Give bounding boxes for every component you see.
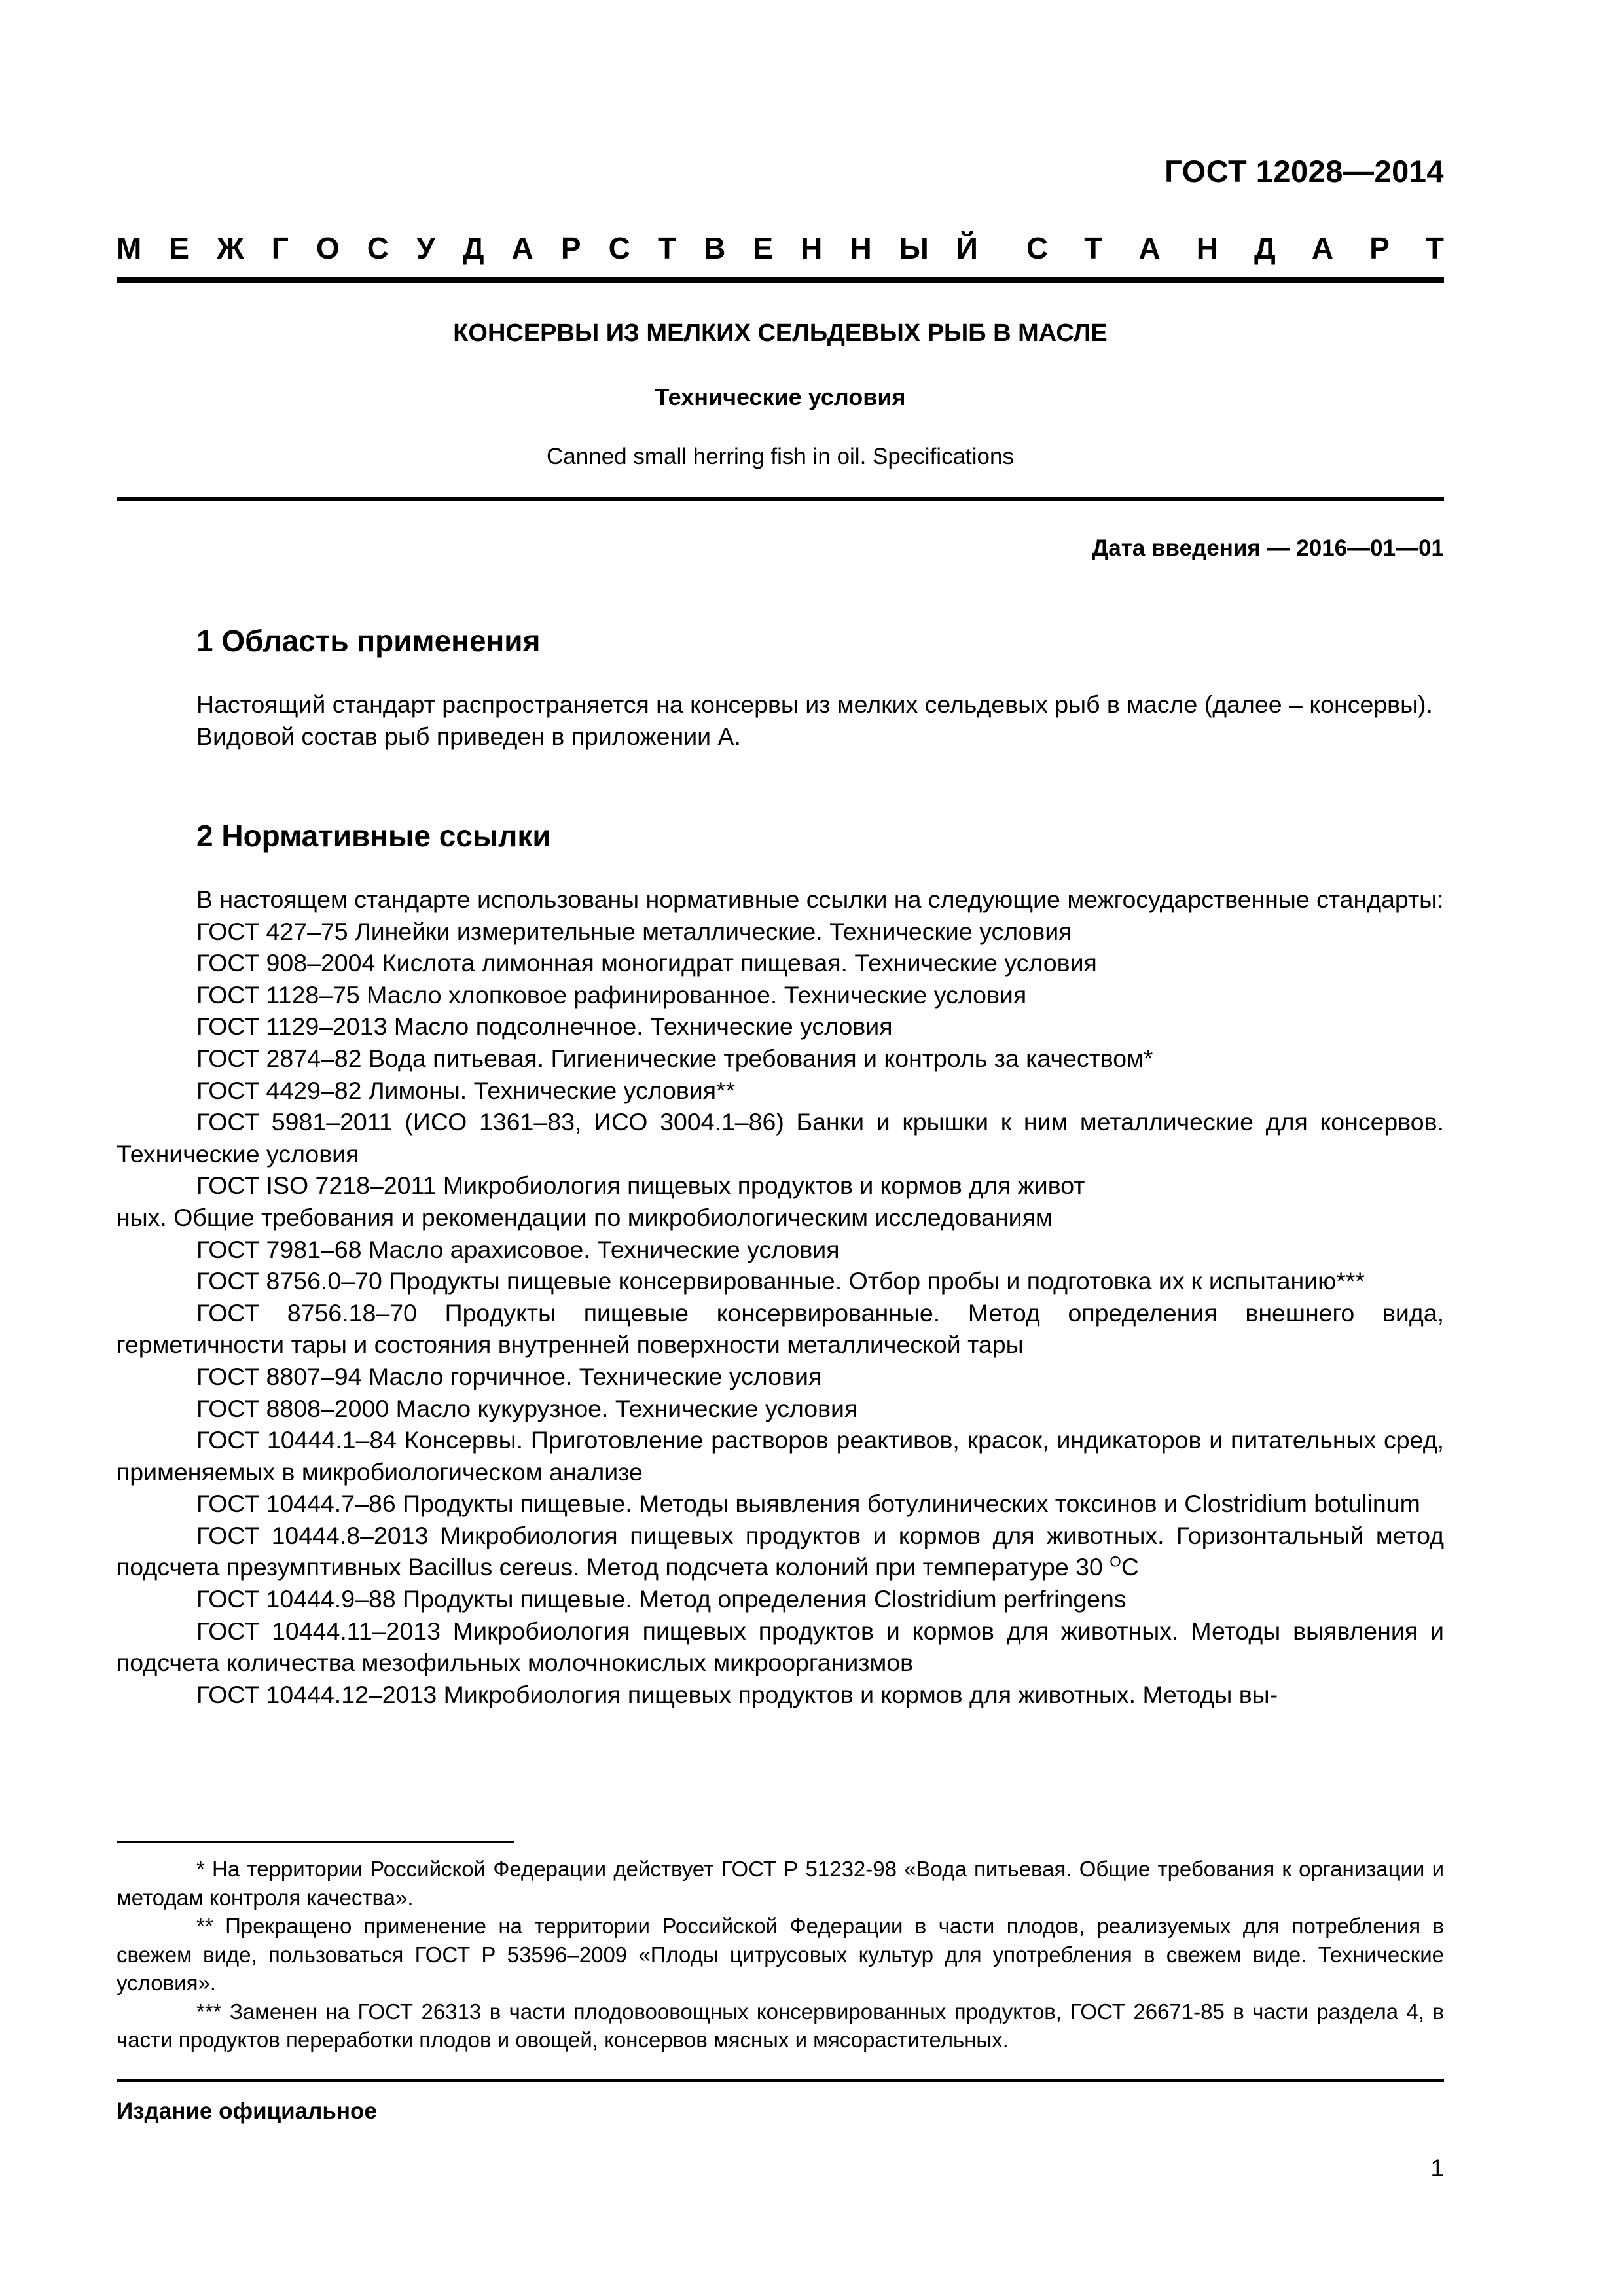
footer-rule (117, 2079, 1444, 2082)
reference-item: ГОСТ 427–75 Линейки измерительные металлические. Технические условия (196, 917, 1072, 945)
reference-item: ГОСТ 5981–2011 (ИСО 1361–83, ИСО 3004.1–86) Банки и крышки к ним металлические для консервов. Технические условия (117, 1108, 1444, 1168)
degree-superscript: O (1110, 1553, 1121, 1570)
reference-item-continuation: ных. Общие требования и рекомендации по микробиологическим исследованиям (117, 1203, 1053, 1231)
letter: Й (956, 231, 978, 265)
standard-code: ГОСТ 12028—2014 (1164, 154, 1444, 188)
letter: У (416, 231, 435, 265)
reference-item: ГОСТ ISO 7218–2011 Микробиология пищевых продуктов и кормов для живот (196, 1172, 1085, 1200)
letter: С (367, 231, 389, 265)
letter: Ж (217, 231, 244, 265)
section-2-body (117, 884, 1444, 1710)
letter: А (1311, 231, 1334, 265)
letter: С (608, 231, 630, 265)
reference-item: ГОСТ 1129–2013 Масло подсолнечное. Технические условия (196, 1013, 893, 1041)
letter: Е (169, 231, 190, 265)
reference-item: ГОСТ 8807–94 Масло горчичное. Технические условия (196, 1362, 822, 1390)
document-subtitle: Технические условия (655, 384, 906, 410)
letter: С (1026, 231, 1049, 265)
footnote: *** Заменен на ГОСТ 26313 в части плодовоовощных консервированных продуктов, ГОСТ 26671-85 в части раздела 4, в части продуктов переработки плодов и овощей, консервов мясных и мясорастительных. (117, 1999, 1444, 2052)
section-1-heading: 1 Область применения (196, 624, 541, 658)
reference-text: ГОСТ 10444.8–2013 Микробиология пищевых продуктов и кормов для животных. Горизонтальный метод подсчета презумптивных Bacillus cereus. Метод подсчета колоний при температуре 30 (117, 1521, 1444, 1581)
reference-item: ГОСТ 7981–68 Масло арахисовое. Технические условия (196, 1235, 840, 1263)
letter: Н (850, 231, 872, 265)
letter: Н (801, 231, 823, 265)
reference-item: ГОСТ 10444.1–84 Консервы. Приготовление растворов реактивов, красок, индикаторов и питательных сред, применяемых в микробиологическом анализе (117, 1426, 1444, 1486)
letter: М (117, 231, 142, 265)
title-rule (117, 497, 1444, 501)
reference-item: ГОСТ 1128–75 Масло хлопковое рафинированное. Технические условия (196, 980, 1027, 1009)
page-number: 1 (1430, 2155, 1444, 2181)
reference-item: ГОСТ 8756.18–70 Продукты пищевые консервированные. Метод определения внешнего вида, герметичности тары и состояния внутренней поверхности металлической тары (117, 1299, 1444, 1359)
footnote-separator (117, 1841, 514, 1843)
letter: Т (1425, 231, 1444, 265)
standard-word (1026, 230, 1444, 266)
letter: Т (1084, 231, 1103, 265)
footnotes (117, 1855, 1444, 2054)
english-title: Canned small herring fish in oil. Specifications (547, 444, 1014, 469)
letter: О (316, 231, 340, 265)
paragraph: В настоящем стандарте использованы нормативные ссылки на следующие межгосударственные стандарты: (196, 886, 1444, 913)
reference-item (117, 1520, 1444, 1583)
section-2-heading: 2 Нормативные ссылки (196, 819, 551, 853)
footnote: ** Прекращено применение на территории Российской Федерации в части плодов, реализуемых для потребления в свежем виде, пользоваться ГОСТ Р 53596–2009 «Плоды цитрусовых культур для употребления в свежем виде. Технические условия». (117, 1914, 1444, 1995)
reference-item: ГОСТ 8756.0–70 Продукты пищевые консервированные. Отбор пробы и подготовка их к испытанию*** (196, 1267, 1365, 1295)
footnote: * На территории Российской Федерации действует ГОСТ Р 51232-98 «Вода питьевая. Общие требования к организации и методам контроля качества». (117, 1857, 1444, 1910)
reference-item: ГОСТ 2874–82 Вода питьевая. Гигиенические требования и контроль за качеством* (196, 1044, 1153, 1072)
reference-item: ГОСТ 10444.12–2013 Микробиология пищевых продуктов и кормов для животных. Методы вы- (196, 1680, 1278, 1708)
reference-item: ГОСТ 10444.9–88 Продукты пищевые. Метод определения Clostridium perfringens (196, 1585, 1127, 1613)
letter: А (1138, 231, 1161, 265)
document-title: КОНСЕРВЫ ИЗ МЕЛКИХ СЕЛЬДЕВЫХ РЫБ В МАСЛЕ (453, 319, 1108, 347)
letter: Н (1196, 231, 1218, 265)
paragraph: Видовой состав рыб приведен в приложении А. (196, 722, 741, 750)
reference-item: ГОСТ 4429–82 Лимоны. Технические условия** (196, 1076, 736, 1104)
letter: Д (1254, 231, 1276, 265)
reference-item: ГОСТ 10444.11–2013 Микробиология пищевых продуктов и кормов для животных. Методы выявления и подсчета количества мезофильных молочнокислых микроорганизмов (117, 1617, 1444, 1677)
letter: Д (462, 231, 484, 265)
header-rule (117, 277, 1444, 283)
letter: В (704, 231, 726, 265)
letter: Ы (899, 231, 929, 265)
section-1-body (117, 689, 1444, 752)
letter: Т (657, 231, 677, 265)
letter: Г (271, 231, 289, 265)
letter: А (511, 231, 533, 265)
interstate-standard-banner (117, 230, 1444, 266)
interstate-word (117, 230, 978, 266)
reference-item: ГОСТ 10444.7–86 Продукты пищевые. Методы выявления ботулинических токсинов и Clostridium botulinum (196, 1490, 1420, 1518)
celsius-unit: C (1121, 1553, 1139, 1581)
official-edition-label: Издание официальное (117, 2098, 377, 2124)
reference-item: ГОСТ 908–2004 Кислота лимонная моногидрат пищевая. Технические условия (196, 949, 1097, 977)
reference-item: ГОСТ 8808–2000 Масло кукурузное. Технические условия (196, 1394, 858, 1422)
letter: Р (560, 231, 581, 265)
introduction-date: Дата введения — 2016—01—01 (1092, 535, 1444, 561)
paragraph: Настоящий стандарт распространяется на консервы из мелких сельдевых рыб в масле (далее – консервы). (196, 691, 1433, 718)
letter: Е (753, 231, 774, 265)
letter: Р (1369, 231, 1390, 265)
